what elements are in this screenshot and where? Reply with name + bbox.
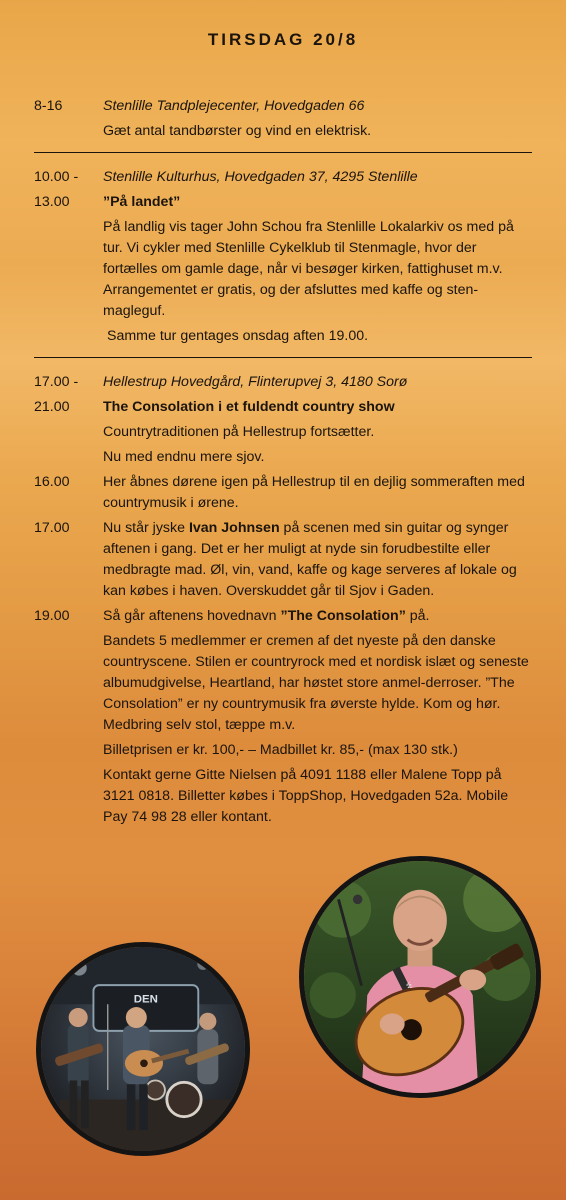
event-time [34,765,103,828]
event-time [34,740,103,761]
event-line [34,217,532,322]
event-description: Her åbnes dørene igen på Hellestrup til en dejlig sommeraften med countrymusik i ørene. [103,474,525,511]
divider [34,152,532,153]
event-time: 17.00 [34,520,70,536]
event-time: 10.00 - [34,169,79,185]
event-time: 16.00 [34,474,70,490]
event-description [103,518,532,602]
artist-name: Ivan Johnsen [188,520,280,536]
event-line [34,96,532,117]
event-line [34,740,532,761]
event-time [34,121,103,142]
rich-text: på scenen med sin guitar og synger aftenen i gang. Det er her muligt at nyde sin forudbestilte eller medbragte mad. Øl, vin, vand, kaffe og kage serveres af lokale og kan købes i haven. Overskuddet går til Sjov i Gaden. [103,520,517,599]
event-time: 8-16 [34,98,63,114]
rich-text: på. [405,608,430,624]
band-photo [36,942,250,1156]
divider [34,357,532,358]
band-name: ”The Consolation” [280,608,406,624]
rich-text: Så går aftenens hovednavn [103,608,281,624]
event-description: Nu med endnu mere sjov. [103,449,265,465]
event-description [103,606,532,627]
band-photo-illustration [41,947,245,1151]
event-line [34,192,532,213]
event-line [34,631,532,736]
event-time [34,217,103,322]
event-line [34,422,532,443]
event-location: Stenlille Kulturhus, Hovedgaden 37, 4295 Stenlille [103,169,418,185]
event-description: På landlig vis tager John Schou fra Stenlille Lokalarkiv os med på tur. Vi cykler med Stenlille Cykelklub til Stenmagle, hvor der fortælles om gamle dage, når vi besøger kirken, fattighuset m.v. Arrangementet er gratis, og der afsluttes med kaffe og sten-magleguf. [103,219,514,319]
event-kulturhus [34,167,532,347]
event-line [34,765,532,828]
event-line [34,606,532,627]
event-title: The Consolation i et fuldendt country show [103,399,395,415]
event-line [34,326,532,347]
event-time: 13.00 [34,194,70,210]
event-description: Gæt antal tandbørster og vind en elektrisk. [103,123,372,139]
event-note: Samme tur gentages onsdag aften 19.00. [107,328,369,344]
event-time: 19.00 [34,608,70,624]
event-list [34,96,532,832]
event-title: ”På landet” [103,194,181,210]
contact-info: Kontakt gerne Gitte Nielsen på 4091 1188 eller Malene Topp på 3121 0818. Billetter købes i ToppShop, Hovedgaden 52a. Mobile Pay 74 98 28 eller kontant. [103,767,509,825]
rich-text: Nu står jyske [103,520,189,536]
page-heading: TIRSDAG 20/8 [207,30,359,49]
event-line [34,518,532,602]
event-tandplejecenter [34,96,532,142]
event-description: Bandets 5 medlemmer er cremen af det nyeste på den danske countryscene. Stilen er countryrock med et nordisk islæt og seneste albumudgivelse, Heartland, har høstet store anmel-derroser. ”The Consolation” er ny countrymusik fra øverste hylde. Kom og hør. Medbring selv stol, tæppe m.v. [103,633,529,733]
event-time [34,326,103,347]
event-time [34,422,103,443]
event-description: Countrytraditionen på Hellestrup fortsætter. [103,424,375,440]
event-time [34,447,103,468]
event-line [34,167,532,188]
event-line [34,397,532,418]
event-line [34,447,532,468]
singer-photo-illustration [304,861,536,1093]
event-hellestrup [34,372,532,828]
event-line [34,372,532,393]
ticket-price: Billetprisen er kr. 100,- – Madbillet kr. 85,- (max 130 stk.) [103,742,458,758]
stage-sign-text: DEN [133,993,158,1006]
event-line [34,121,532,142]
event-time [34,631,103,736]
event-location: Stenlille Tandplejecenter, Hovedgaden 66 [103,98,365,114]
event-location: Hellestrup Hovedgård, Flinterupvej 3, 4180 Sorø [103,374,408,390]
event-line [34,472,532,514]
event-time: 17.00 - [34,374,79,390]
singer-photo [299,856,541,1098]
event-time: 21.00 [34,399,70,415]
